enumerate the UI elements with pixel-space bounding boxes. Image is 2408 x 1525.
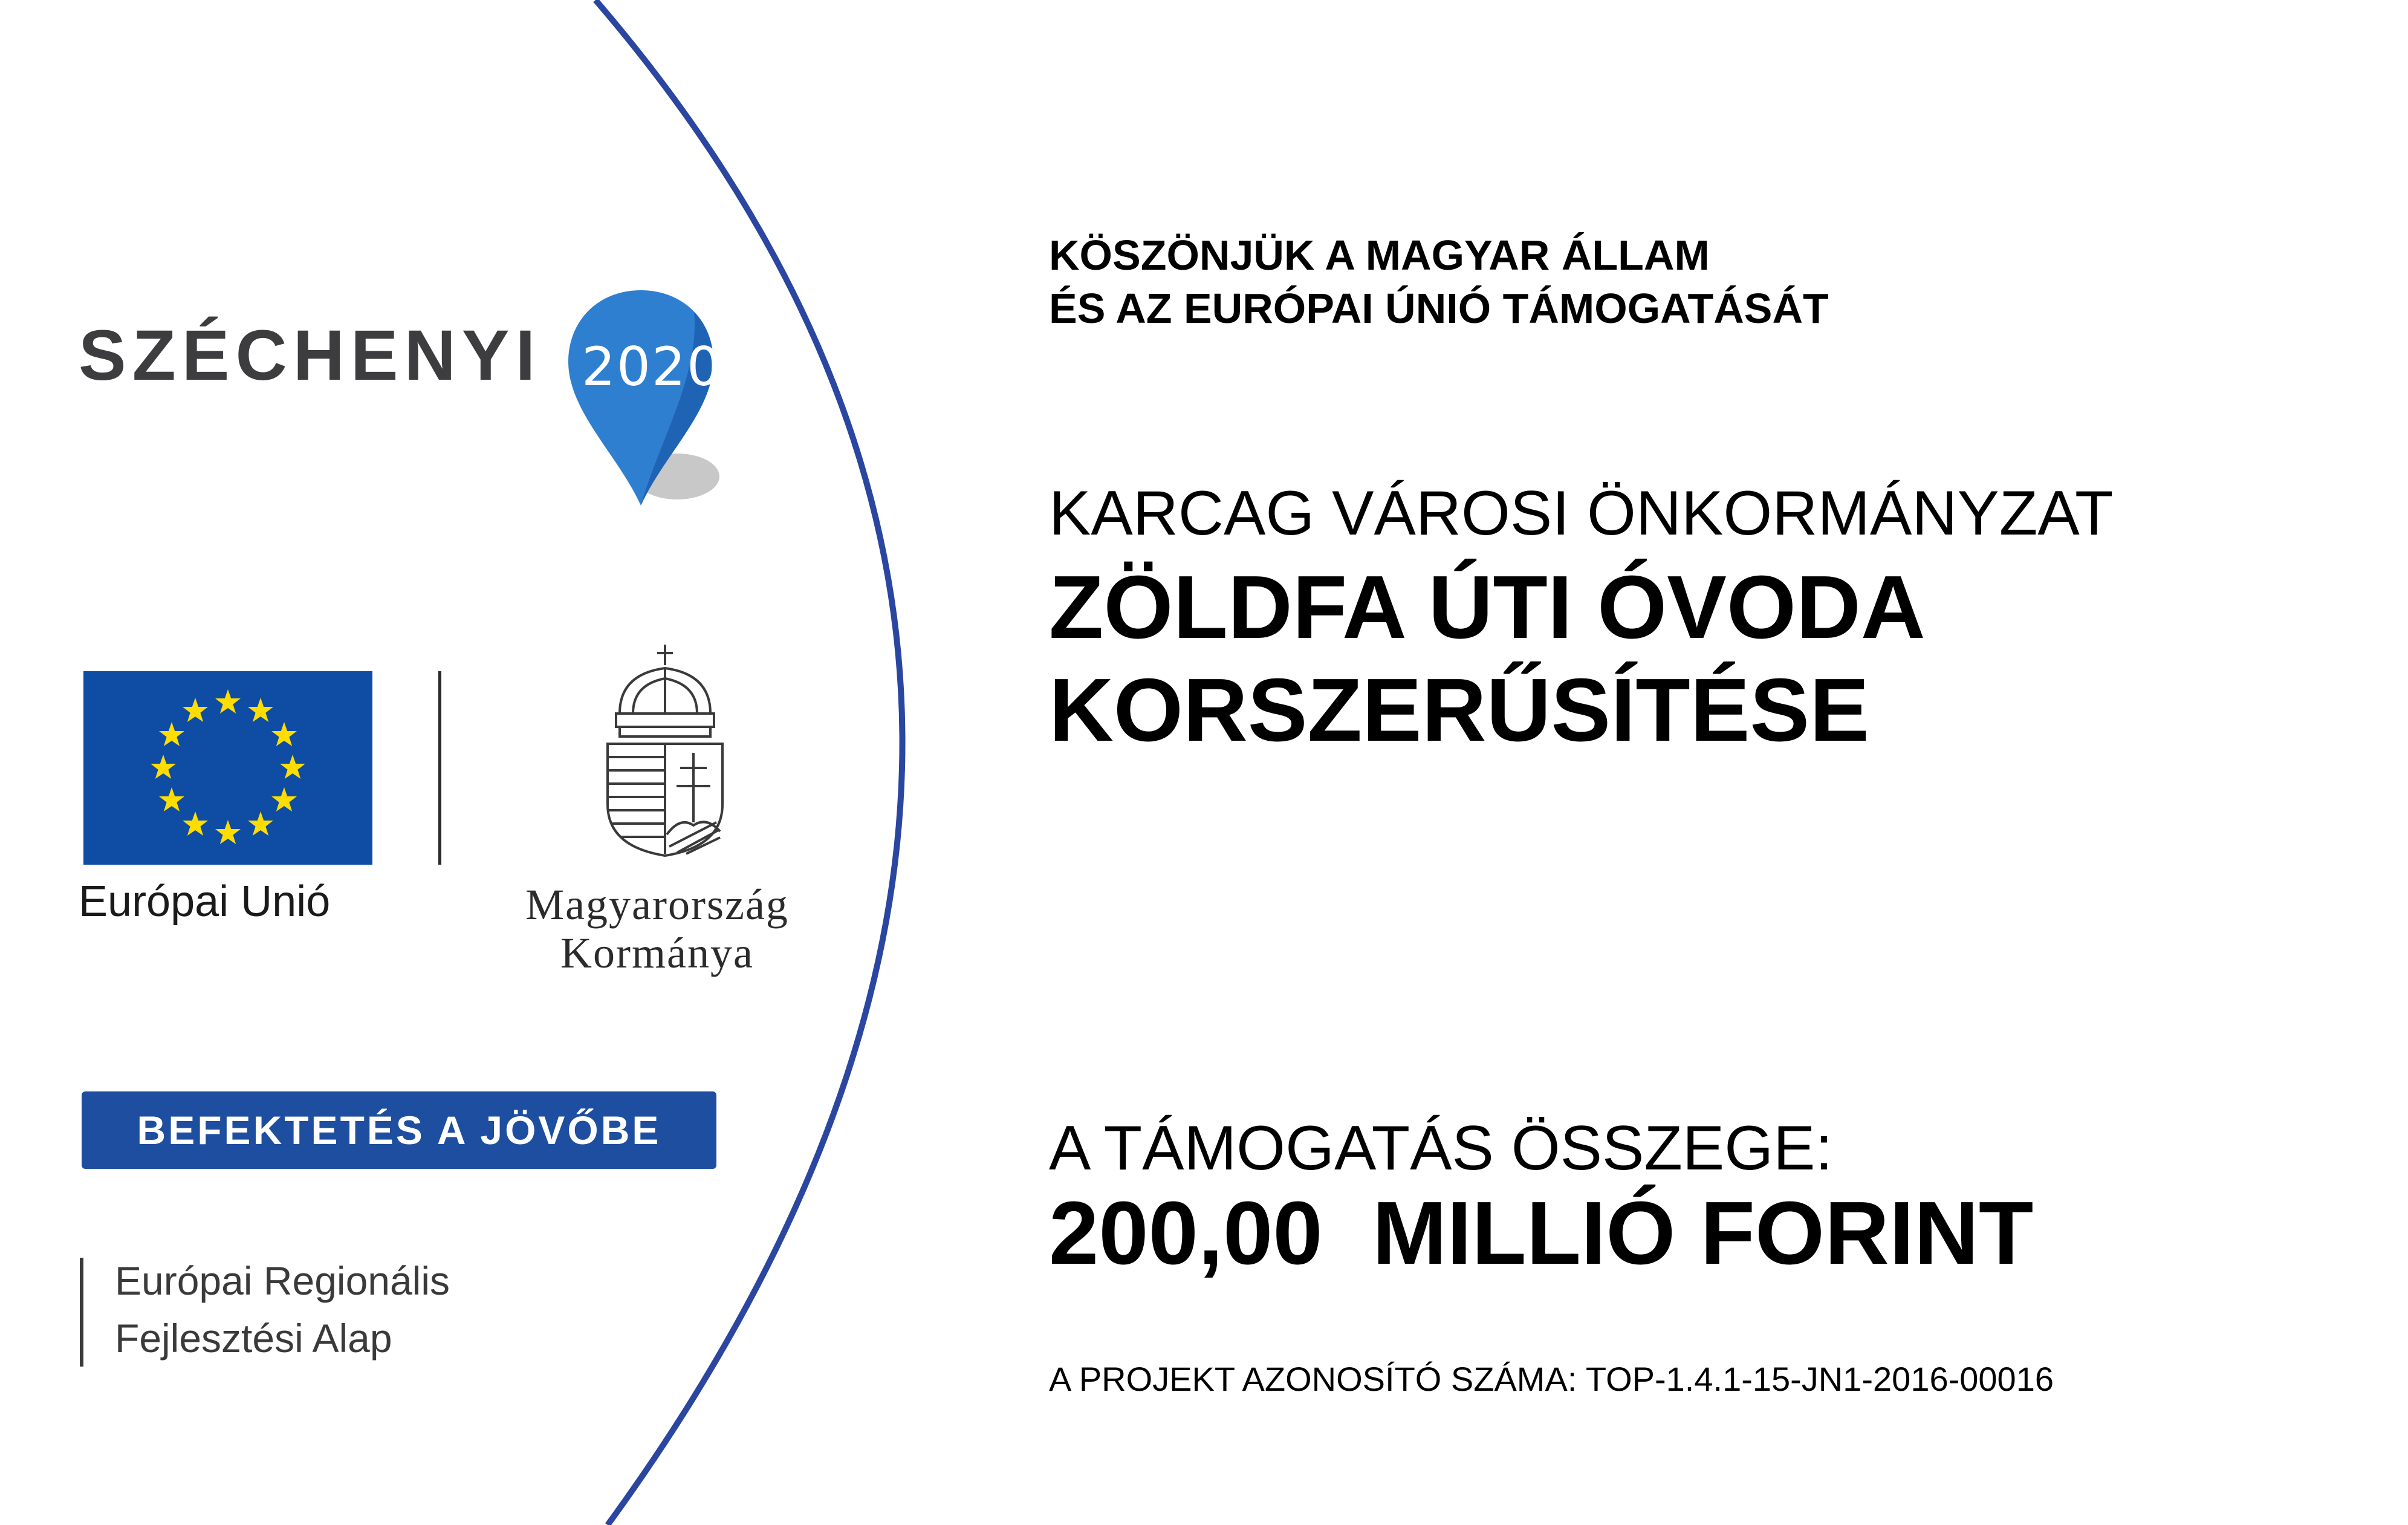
- szechenyi-year: 2020: [582, 336, 722, 398]
- fund-divider: [80, 1258, 83, 1367]
- fund-name-line2: Fejlesztési Alap: [115, 1316, 392, 1361]
- eu-flag: [83, 671, 372, 865]
- logo-divider: [438, 671, 441, 865]
- project-title-line1: ZÖLDFA ÚTI ÓVODA: [1049, 558, 1926, 657]
- location-pin-icon: [562, 284, 719, 514]
- project-title-line2: KORSZERŰSÍTÉSE: [1049, 660, 1869, 760]
- eu-label: Európai Unió: [79, 877, 331, 926]
- government-name-line1: Magyarország: [525, 880, 789, 929]
- project-id: A PROJEKT AZONOSÍTÓ SZÁMA: TOP-1.4.1-15-JN1-2016-00016: [1049, 1360, 2054, 1398]
- eu-stars-icon: [83, 671, 372, 865]
- szechenyi-wordmark: SZÉCHENYI: [79, 316, 542, 395]
- thanks-line2: ÉS AZ EURÓPAI ÚNIÓ TÁMOGATÁSÁT: [1049, 285, 1829, 332]
- fund-name-line1: Európai Regionális: [115, 1258, 450, 1303]
- grant-amount-value: 200,00 MILLIÓ FORINT: [1049, 1183, 2034, 1283]
- hungarian-coat-of-arms-icon: [596, 641, 735, 859]
- government-name-line2: Kormánya: [560, 929, 754, 977]
- beneficiary-name: KARCAG VÁROSI ÖNKORMÁNYZAT: [1049, 478, 2114, 548]
- thanks-line1: KÖSZÖNJÜK A MAGYAR ÁLLAM: [1049, 232, 1710, 279]
- investment-badge: BEFEKTETÉS A JÖVŐBE: [82, 1091, 716, 1169]
- grant-amount-label: A TÁMOGATÁS ÖSSZEGE:: [1049, 1113, 1833, 1183]
